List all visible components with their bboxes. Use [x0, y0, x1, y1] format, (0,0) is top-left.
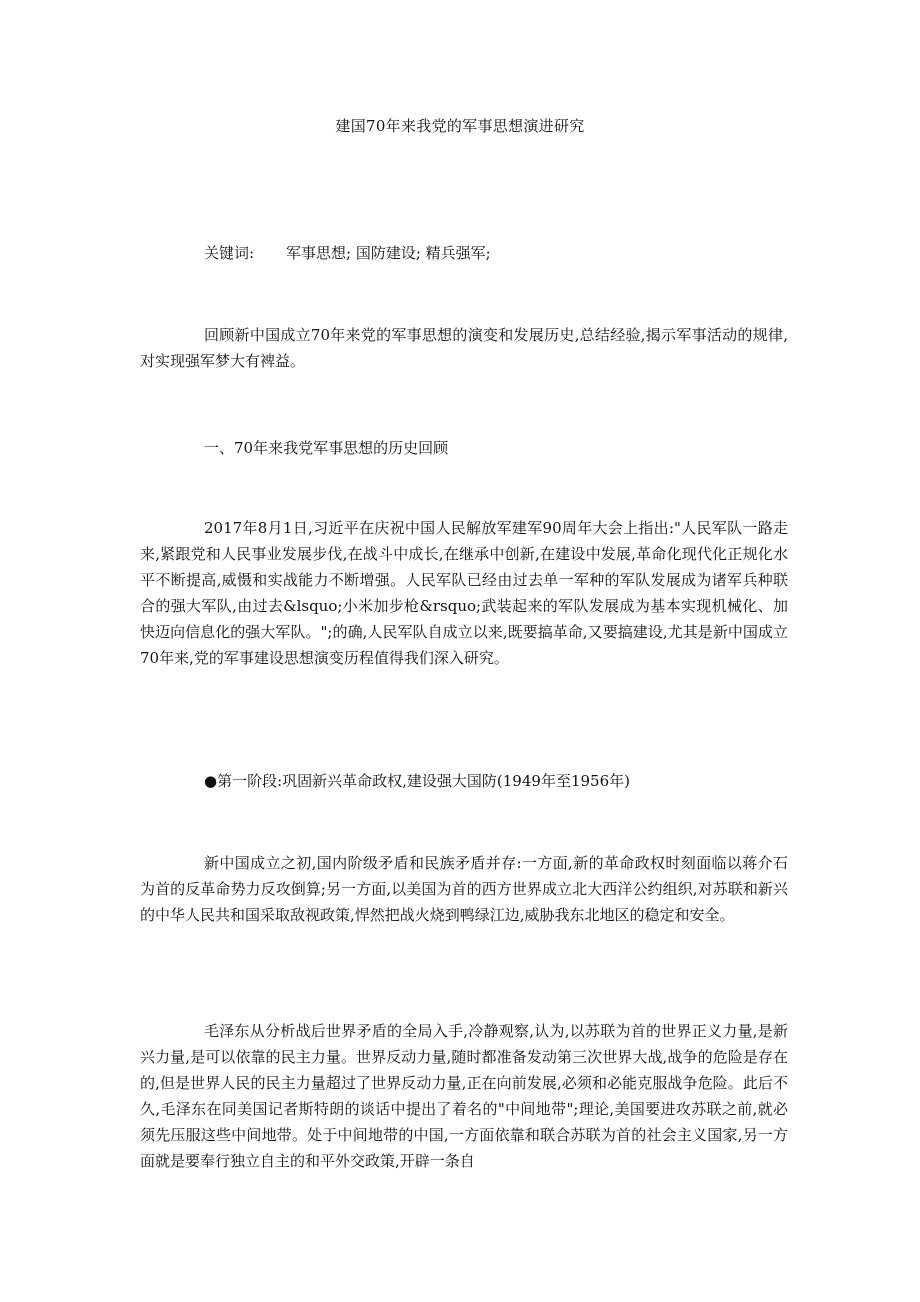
stage-heading-1: ●第一阶段:巩固新兴革命政权,建设强大国防(1949年至1956年) — [204, 772, 630, 790]
keywords-label: 关键词: — [204, 244, 255, 262]
section-heading-1: 一、70年来我党军事思想的历史回顾 — [204, 439, 449, 457]
paragraph-history: 2017年8月1日,习近平在庆祝中国人民解放军建军90周年大会上指出:"人民军队一路走来,紧跟党和人民事业发展步伐,在战斗中成长,在继承中创新,在建设中发展,革命化现代化正规化水平不断提高,威慑和实战能力不断增强。人民军队已经由过去单一军种的军队发展成为诸军兵种联合的强大军队,由过去&lsquo;小米加步枪&rsquo;武装起来的军队发展成为基本实现机械化、加快迈向信息化的强大军队。";的确,人民军队自成立以来,既要搞革命,又要搞建设,尤其是新中国成立70年来,党的军事建设思想演变历程值得我们深入研究。 — [140, 519, 788, 667]
keywords-value: 军事思想; 国防建设; 精兵强军; — [286, 244, 491, 262]
document-title: 建国70年来我党的军事思想演进研究 — [335, 117, 585, 135]
paragraph-mao-analysis: 毛泽东从分析战后世界矛盾的全局入手,冷静观察,认为,以苏联为首的世界正义力量,是新兴力量,是可以依靠的民主力量。世界反动力量,随时都准备发动第三次世界大战,战争的危险是存在的,但是世界人民的民主力量超过了世界反动力量,正在向前发展,必须和必能克服战争危险。此后不久,毛泽东在同美国记者斯特朗的谈话中提出了着名的"中间地带";理论,美国要进攻苏联之前,就必须先压服这些中间地带。处于中间地带的中国,一方面依靠和联合苏联为首的社会主义国家,另一方面就是要奉行独立自主的和平外交政策,开辟一条自 — [140, 1022, 788, 1170]
keywords-line — [204, 243, 491, 263]
paragraph-early-state: 新中国成立之初,国内阶级矛盾和民族矛盾并存:一方面,新的革命政权时刻面临以蒋介石为首的反革命势力反攻倒算;另一方面,以美国为首的西方世界成立北大西洋公约组织,对苏联和新兴的中华人民共和国采取敌视政策,悍然把战火烧到鸭绿江边,威胁我东北地区的稳定和安全。 — [140, 854, 788, 924]
intro-paragraph: 回顾新中国成立70年来党的军事思想的演变和发展历史,总结经验,揭示军事活动的规律,对实现强军梦大有裨益。 — [140, 326, 788, 370]
